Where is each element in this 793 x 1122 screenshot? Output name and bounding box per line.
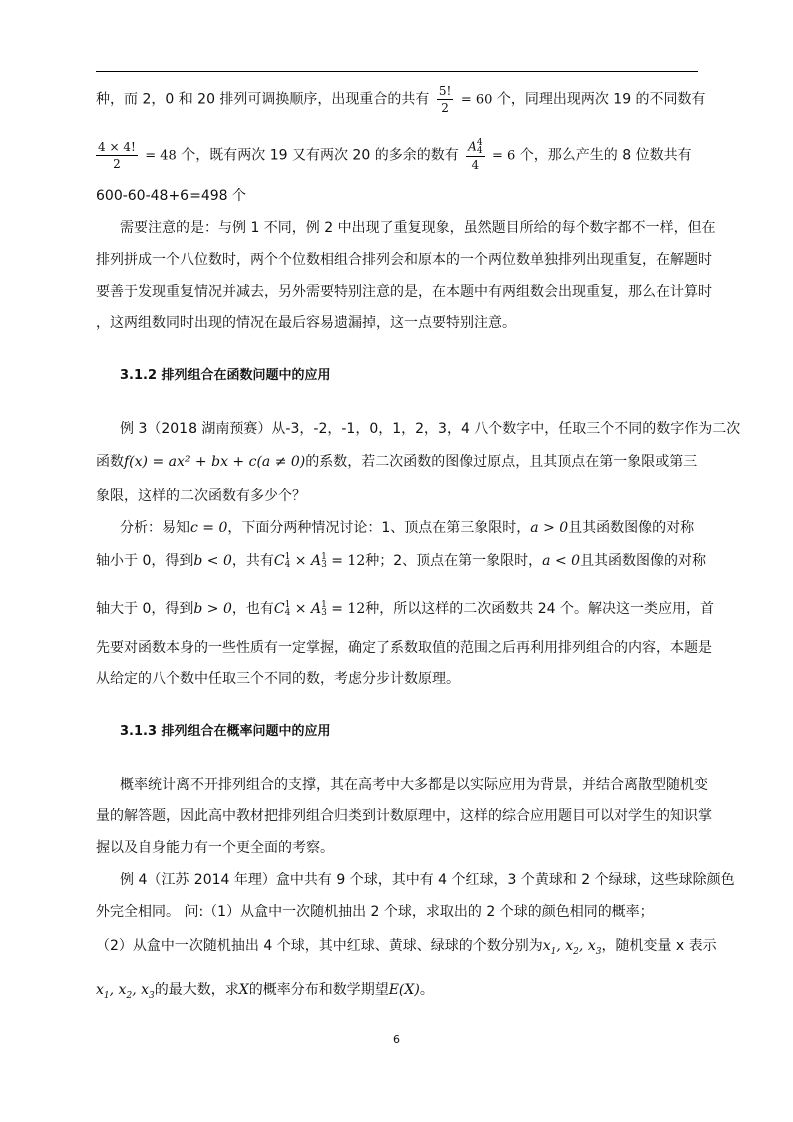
page-number: 6 <box>393 1033 400 1046</box>
math-expression: a < 0 <box>542 553 581 569</box>
paragraph-line: ，这两组数同时出现的情况在最后容易遗漏掉，这一点要特别注意。 <box>96 315 516 331</box>
header-rule <box>96 71 698 72</box>
math-expression: b > 0 <box>193 601 232 617</box>
math-variables: $x_1$, $x_2$, $x_3$ <box>96 982 155 1001</box>
fraction-denominator: 4 <box>471 158 480 172</box>
math-variables: $x_1$, $x_2$, $x_3$ <box>542 938 602 957</box>
math-combination <box>274 601 365 617</box>
paragraph-line: 象限，这样的二次函数有多少个？ <box>96 488 306 504</box>
text: 轴小于 0，得到 <box>96 553 194 569</box>
math-expectation: E(X) <box>388 982 420 998</box>
text: 轴大于 0，得到 <box>96 601 194 617</box>
text: 且其函数图像的对称 <box>580 553 707 569</box>
math-combination <box>274 553 365 569</box>
subscript: 3 <box>321 608 327 618</box>
math-symbol: x <box>542 938 551 954</box>
subscript: 3 <box>595 946 602 957</box>
text: 的最大数，求 <box>154 982 239 998</box>
superscript: 1 <box>321 600 327 610</box>
fraction-5-factorial-over-2 <box>437 84 453 115</box>
text: 分析：易知 <box>120 520 190 536</box>
subscript: 2 <box>573 946 579 957</box>
fraction-4x4-factorial-over-2 <box>96 140 138 171</box>
paragraph-line: 先要对函数本身的一些性质有一定掌握，确定了系数取值的范围之后再利用排列组合的内容，本题是 <box>96 640 712 656</box>
paragraph-line <box>96 936 717 956</box>
paragraph-line <box>96 84 706 115</box>
math-symbol: x <box>118 982 127 998</box>
section-heading: 3.1.2 排列组合在函数问题中的应用 <box>120 368 331 383</box>
paragraph-line <box>96 551 706 571</box>
superscript: 1 <box>321 552 327 562</box>
paragraph-line: 握以及自身能力有一个更全面的考察。 <box>96 840 334 856</box>
subscript: 4 <box>284 560 291 570</box>
text: 种，而 2，0 和 20 排列可调换顺序，出现重合的共有 <box>96 91 430 108</box>
text: 个，既有两次 19 又有两次 20 的多余的数有 <box>181 147 459 164</box>
math-expression: a > 0 <box>530 520 569 536</box>
fraction-a44-over-4 <box>466 139 484 172</box>
subscript: 1 <box>103 990 110 1001</box>
math-function: f(x) = ax² + bx + c(a ≠ 0) <box>124 454 306 470</box>
math-symbol: C <box>273 601 285 617</box>
math-symbol: A <box>468 139 477 154</box>
text: 个，那么产生的 8 位数共有 <box>519 147 692 164</box>
math-result: = 60 <box>460 92 493 108</box>
paragraph-line: 需要注意的是：与例 1 不同，例 2 中出现了重复现象，虽然题目所给的每个数字都不一样，但在 <box>120 220 716 236</box>
text: 个，同理出现两次 19 的不同数有 <box>496 91 706 108</box>
superscript: 4 <box>476 138 483 148</box>
text: ，随机变量 x 表示 <box>601 938 717 954</box>
text: 函数 <box>96 454 124 470</box>
math-result: = 12 <box>331 553 366 569</box>
paragraph-line: 排列拼成一个八位数时，两个个位数相组合排列会和原本的一个两位数单独排列出现重复，在解题时 <box>96 252 712 268</box>
subscript: 2 <box>126 990 133 1001</box>
text: 种，所以这样的二次函数共 24 个。解决这一类应用，首 <box>365 601 714 617</box>
math-expression: b < 0 <box>193 553 232 569</box>
math-symbol: X <box>238 982 249 998</box>
paragraph-line <box>96 452 697 472</box>
paragraph-line: 从给定的八个数中任取三个不同的数，考虑分步计数原理。 <box>96 671 460 687</box>
paragraph-line <box>120 518 694 538</box>
paragraph-line: 量的解答题，因此高中教材把排列组合归类到计数原理中，这样的综合应用题目可以对学生的知识掌 <box>96 808 712 824</box>
subscript: 3 <box>321 560 327 570</box>
math-symbol: x <box>141 982 149 998</box>
paragraph-line <box>96 980 434 1000</box>
text: ，也有 <box>231 601 274 617</box>
superscript: 1 <box>284 552 291 562</box>
subscript: 3 <box>149 990 155 1001</box>
math-result: = 12 <box>331 601 366 617</box>
math-expression: c = 0 <box>190 520 228 536</box>
text: 的系数，若二次函数的图像过原点，且其顶点在第一象限或第三 <box>305 454 698 470</box>
paragraph-line <box>96 599 714 619</box>
subscript: 4 <box>284 608 291 618</box>
math-symbol: x <box>587 938 596 954</box>
section-heading: 3.1.3 排列组合在概率问题中的应用 <box>120 724 331 739</box>
paragraph-line: 例 3（2018 湖南预赛）从-3，-2，-1，0，1，2，3，4 八个数字中，任取三个不同的数字作为二次 <box>120 421 741 437</box>
paragraph-line: 例 4（江苏 2014 年理）盒中共有 9 个球，其中有 4 个红球，3 个黄球和 2 个绿球，这些球除颜色 <box>120 872 735 888</box>
text: ，下面分两种情况讨论：1、顶点在第三象限时， <box>227 520 531 536</box>
subscript: 4 <box>476 146 483 156</box>
superscript: 1 <box>284 600 291 610</box>
math-result: = 48 <box>145 148 177 164</box>
fraction-numerator: 4 × 4! <box>98 140 136 154</box>
subscript: 1 <box>550 946 557 957</box>
paragraph-line: 概率统计离不开排列组合的支撑，其在高考中大多都是以实际应用为背景，并结合离散型随机变 <box>120 777 708 793</box>
paragraph-line <box>96 139 692 172</box>
text: 。 <box>419 982 434 998</box>
math-result: = 6 <box>492 148 516 164</box>
math-symbol: × A <box>294 553 322 569</box>
text: 种；2、顶点在第一象限时， <box>365 553 543 569</box>
fraction-denominator: 2 <box>113 157 121 171</box>
math-symbol: x <box>96 982 104 998</box>
text: （2）从盒中一次随机抽出 4 个球，其中红球、黄球、绿球的个数分别为 <box>96 938 543 954</box>
fraction-denominator: 2 <box>441 101 449 115</box>
fraction-numerator: 5! <box>438 84 452 98</box>
math-symbol: C <box>273 553 285 569</box>
text: ，共有 <box>231 553 274 569</box>
paragraph-line: 600-60-48+6=498 个 <box>96 188 246 204</box>
math-symbol: x <box>565 938 574 954</box>
math-symbol: × A <box>294 601 322 617</box>
text: 的概率分布和数学期望 <box>248 982 389 998</box>
paragraph-line: 外完全相同。 问:（1）从盒中一次随机抽出 2 个球，求取出的 2 个球的颜色相同的概率； <box>96 904 654 920</box>
text: 且其函数图像的对称 <box>568 520 695 536</box>
paragraph-line: 要善于发现重复情况并减去，另外需要特别注意的是，在本题中有两组数会出现重复，那么在计算时 <box>96 284 712 300</box>
